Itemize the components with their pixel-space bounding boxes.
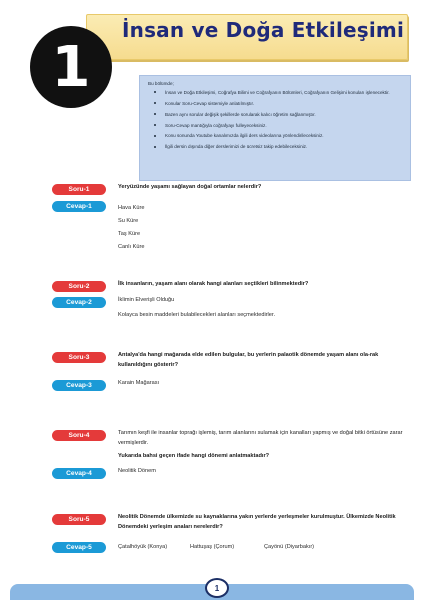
soru-5-text: Neolitik Dönemde ülkemizde su kaynaklarına yakın yerlerde yerleşmeler kurulmuştur. Ülkemizde Neolitik Dönemdeki yerleşim anaları nerelerdir? — [118, 514, 396, 530]
cevap-5-label: Cevap-5 — [52, 542, 106, 553]
page-number: 1 — [205, 578, 229, 598]
soru-3-label: Soru-3 — [52, 352, 106, 363]
info-item: Soru-Cevap mantığıyla coğrafyayı fulleyeceksiniz. — [148, 123, 402, 129]
answer-item: Canlı Küre — [118, 244, 145, 250]
soru-3-text: Antalya'da hangi mağarada elde edilen bulgular, bu yerlerin palaotik dönemde yaşam alanı ola-rak kullanıldığını gösterir? — [118, 352, 379, 368]
page-title: İnsan ve Doğa Etkileşimi — [122, 18, 405, 42]
answer-item: Taş Küre — [118, 231, 141, 237]
soru-4-context: Tarımın keşfi ile insanlar toprağı işlemiş, tarım alanlarını sulamak için kanalları yapmış ve doğal bitki örtüsüne zarar vermişlerdir. — [118, 430, 403, 446]
answer-item: Su Küre — [118, 218, 139, 224]
cevap-2-label: Cevap-2 — [52, 297, 106, 308]
soru-4-label: Soru-4 — [52, 430, 106, 441]
answer-item: Hattuşaş (Çorum) — [190, 544, 235, 550]
answer-item: Çayönü (Diyarbakır) — [264, 544, 315, 550]
answer-item: Hava Küre — [118, 205, 145, 211]
cevap-4-text: Neolitik Dönem — [118, 468, 156, 474]
info-list — [148, 90, 402, 150]
cevap-3-label: Cevap-3 — [52, 380, 106, 391]
cevap-4-label: Cevap-4 — [52, 468, 106, 479]
info-item: Konu sonunda Youtube kanalımızda ilgili ders videolarına yönlendirileceksiniz. — [148, 133, 402, 139]
soru-2-label: Soru-2 — [52, 281, 106, 292]
soru-4-text: Yukarıda bahsi geçen ifade hangi dönemi anlatmaktadır? — [118, 453, 270, 459]
cevap-3-text: Karain Mağarası — [118, 380, 160, 386]
cevap-1-label: Cevap-1 — [52, 201, 106, 212]
info-item: Konular Soru-Cevap sistemiyle anlatılmıştır. — [148, 101, 402, 107]
soru-1-label: Soru-1 — [52, 184, 106, 195]
info-box — [139, 75, 411, 181]
soru-2-text: İlk insanların, yaşam alanı olarak hangi alanları seçtikleri bilinmektedir? — [118, 281, 309, 287]
info-item: İnsan ve Doğa Etkileşimi, Coğrafya Bilimi ve Coğrafyanın Bölümleri, Coğrafyanın Gelişimi konuları işlenecektir. — [148, 90, 402, 96]
cevap-2-extra: Kolayca besin maddeleri bulabilecekleri alanları seçmektedirler. — [118, 312, 276, 318]
unit-number: 1 — [51, 34, 91, 100]
cevap-1-list — [118, 202, 144, 254]
soru-1-text: Yeryüzünde yaşamı sağlayan doğal ortamlar nelerdir? — [118, 184, 262, 190]
cevap-2-text: İklimin Elverişli Olduğu — [118, 297, 175, 303]
info-item: Bazen aynı sorular değişik şekillerde sorularak kalıcı öğretim sağlanmıştır. — [148, 112, 402, 118]
soru-5-label: Soru-5 — [52, 514, 106, 525]
info-item: İlgili dersin dışında diğer derslerimizi de ücretsiz takip edebileceksiniz. — [148, 144, 402, 150]
answer-item: Çatalhöyük (Konya) — [118, 544, 168, 550]
info-intro: Bu bölümde; — [148, 81, 174, 86]
